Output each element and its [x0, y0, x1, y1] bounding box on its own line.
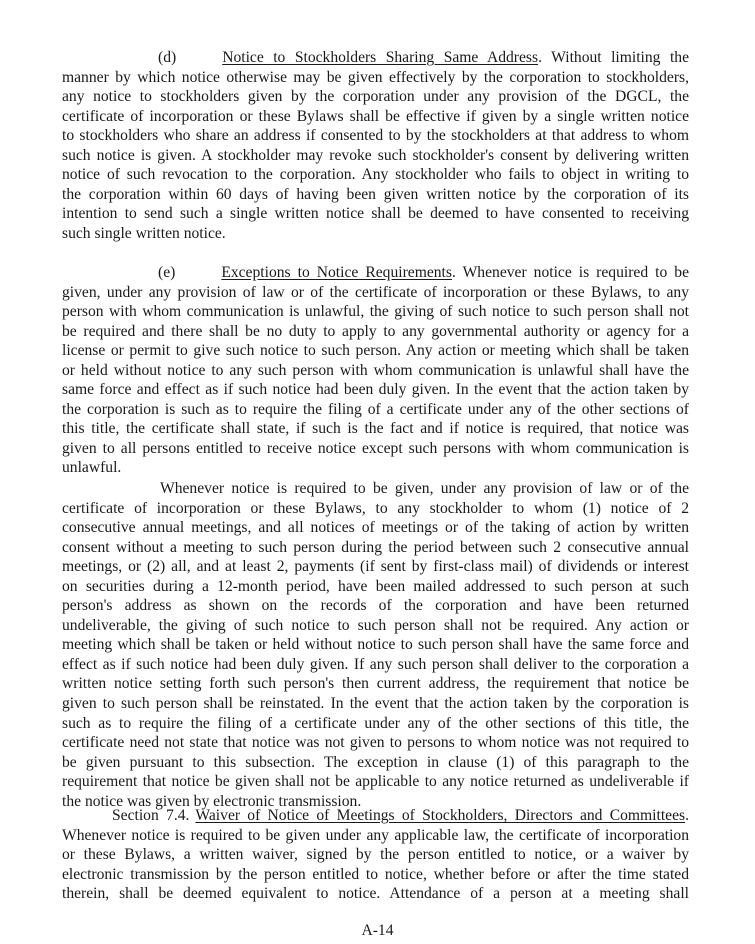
paragraph-line: therein, shall be deemed equivalent to notice. Attendance of a person at a meeting shall [62, 885, 689, 903]
paragraph-line: consecutive annual meetings, and all notices of meetings or of the taking of action by written [62, 519, 689, 537]
paragraph-line: license or permit to give such notice to such person. Any action or meeting which shall be taken [62, 342, 689, 360]
section-number: Section 7.4. [112, 807, 190, 824]
paragraph-line: the notice was given by electronic transmission. [62, 792, 362, 810]
paragraph-line: meetings, or (2) all, and at least 2, payments (if sent by first-class mail) of dividends or interest [62, 558, 689, 576]
page-number: A-14 [361, 922, 394, 939]
paragraph-line: intention to send such a single written notice shall be deemed to have consented to receiving [62, 205, 689, 223]
paragraph-line: certificate of incorporation or these Bylaws shall be effective if given by a single written notice [62, 107, 689, 125]
paragraph-line: given, under any provision of law or of the certificate of incorporation or these Bylaws, to any [62, 283, 689, 301]
paragraph-line: this title, the certificate shall state, if such is the fact and if notice is required, that notice was [62, 420, 689, 438]
paragraph-first-line [62, 48, 689, 68]
paragraph-line: certificate of incorporation or these Bylaws, to any stockholder to whom (1) notice of 2 [62, 499, 689, 517]
paragraph-line: the corporation within 60 days of having been given written notice by the corporation of its [62, 185, 689, 203]
paragraph-line: meeting which shall be taken or held without notice to such person shall have the same force and [62, 636, 689, 654]
paragraph-line: or these Bylaws, a written waiver, signed by the person entitled to notice, or a waiver by [62, 846, 689, 864]
paragraph-line: notice of such revocation to the corporation. Any stockholder who fails to object in writing to [62, 166, 689, 184]
paragraph-line: be given pursuant to this subsection. The exception in clause (1) of this paragraph to the [62, 753, 689, 771]
paragraph-e [62, 263, 689, 478]
paragraph-line: person with whom communication is unlawful, the giving of such notice to such person shall not [62, 303, 689, 321]
paragraph-line: effect as if such notice had been duly given. If any such person shall deliver to the corporation a [62, 655, 689, 673]
paragraph-line: consent without a meeting to such person during the period between such 2 consecutive annual [62, 538, 689, 556]
paragraph-first-line [62, 806, 689, 826]
paragraph-d [62, 48, 689, 243]
paragraph-line: same force and effect as if such notice had been duly given. In the event that the action taken by [62, 381, 689, 399]
paragraph-line: manner by which notice otherwise may be given effectively by the corporation to stockholders, [62, 68, 689, 86]
paragraph-line: or held without notice to any such person with whom communication is unlawful shall have the [62, 361, 689, 379]
paragraph-line: such as to require the filing of a certificate under any of the other sections of this title, the [62, 714, 689, 732]
paragraph-text: . Whenever notice is required to be [451, 264, 690, 281]
paragraph-line: electronic transmission by the person entitled to notice, whether before or after the time stated [62, 865, 689, 883]
paragraph-line: the corporation is such as to require the filing of a certificate under any of the other sections of [62, 400, 689, 418]
paragraph-text: Whenever notice is required to be given, under any provision of law or of the [160, 480, 689, 497]
paragraph-first-line [62, 263, 689, 283]
paragraph-text: . Without limiting the [538, 49, 690, 66]
paragraph-first-line [62, 479, 689, 499]
section-heading: Exceptions to Notice Requirements [221, 264, 452, 281]
paragraph-line: undeliverable, the giving of such notice to such person shall not be required. Any action or [62, 616, 689, 634]
paragraph-line: person's address as shown on the records of the corporation and have been returned [62, 597, 689, 615]
paragraph-line: on securities during a 12-month period, have been mailed addressed to such person at such [62, 577, 689, 595]
paragraph-line: requirement that notice be given shall not be applicable to any notice returned as undeliverable if [62, 773, 689, 791]
paragraph-line: unlawful. [62, 459, 122, 477]
section-heading: Notice to Stockholders Sharing Same Address [222, 49, 539, 66]
section-7-4 [62, 806, 689, 904]
paragraph-line: given to all persons entitled to receive notice except such persons with whom communication is [62, 439, 689, 457]
paragraph-unlawful-stockholders [62, 479, 689, 811]
paragraph-line: Whenever notice is required to be given under any applicable law, the certificate of incorporation [62, 826, 689, 844]
paragraph-text: . [685, 807, 689, 824]
section-number: (d) [158, 49, 177, 66]
paragraph-line: certificate need not state that notice was not given to persons to whom notice was not required to [62, 734, 689, 752]
paragraph-line: to stockholders who share an address if consented to by the stockholders at that address to whom [62, 127, 689, 145]
paragraph-line: written notice setting forth such person's then current address, the requirement that notice be [62, 675, 689, 693]
paragraph-line: such notice is given. A stockholder may revoke such stockholder's consent by delivering written [62, 146, 689, 164]
section-number: (e) [158, 264, 176, 281]
paragraph-line: given to such person shall be reinstated. In the event that the action taken by the corporation is [62, 695, 689, 713]
paragraph-line: any notice to stockholders given by the corporation under any provision of the DGCL, the [62, 88, 689, 106]
paragraph-line: such single written notice. [62, 224, 226, 242]
section-heading: Waiver of Notice of Meetings of Stockholders, Directors and Committees [195, 807, 686, 824]
paragraph-line: be required and there shall be no duty to apply to any governmental authority or agency for a [62, 322, 689, 340]
